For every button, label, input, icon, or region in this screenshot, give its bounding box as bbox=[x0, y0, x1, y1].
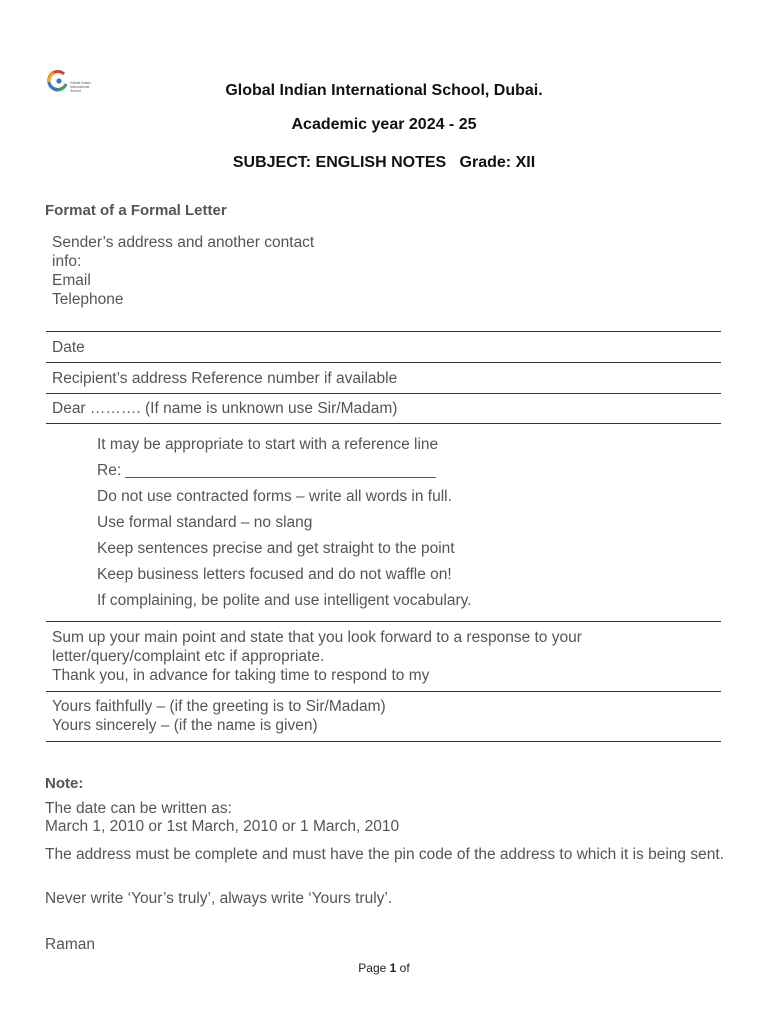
closing-line: Sum up your main point and state that you look forward to a response to your bbox=[52, 629, 582, 646]
logo-text: Global Indian International School bbox=[70, 81, 91, 93]
tips-list bbox=[97, 432, 472, 614]
sender-line: Email bbox=[52, 272, 91, 289]
note-title: Note: bbox=[45, 775, 84, 792]
tip-item: It may be appropriate to start with a reference line bbox=[97, 436, 439, 453]
closing-block bbox=[52, 628, 582, 685]
sender-line: Sender’s address and another contact bbox=[52, 234, 315, 251]
tip-item: Keep business letters focused and do not waffle on! bbox=[97, 566, 452, 583]
divider bbox=[46, 362, 721, 363]
divider bbox=[46, 621, 721, 622]
sender-block bbox=[52, 233, 314, 309]
closing-line: letter/query/complaint etc if appropriate. bbox=[52, 648, 325, 665]
note-date-intro: The date can be written as: bbox=[45, 800, 232, 817]
divider bbox=[46, 691, 721, 692]
sender-line: info: bbox=[52, 253, 82, 270]
tip-item: Re: ____________________________________ bbox=[97, 462, 436, 479]
note-date bbox=[45, 800, 735, 836]
footer-suffix: of bbox=[396, 961, 410, 975]
tip-item: If complaining, be polite and use intelligent vocabulary. bbox=[97, 592, 472, 609]
recipient-row: Recipient’s address Reference number if available bbox=[52, 370, 398, 387]
school-name: Global Indian International School, Dubai. bbox=[225, 82, 543, 99]
signoff-block bbox=[52, 697, 386, 735]
author: Raman bbox=[45, 936, 95, 953]
divider bbox=[46, 741, 721, 742]
page-number: 1 bbox=[389, 961, 397, 975]
sender-line: Telephone bbox=[52, 291, 124, 308]
date-row: Date bbox=[52, 339, 85, 356]
subject-line: SUBJECT: ENGLISH NOTES Grade: XII bbox=[232, 154, 536, 171]
section-title: Format of a Formal Letter bbox=[45, 202, 227, 219]
page-footer bbox=[0, 961, 768, 975]
signoff-line: Yours faithfully – (if the greeting is to Sir/Madam) bbox=[52, 698, 386, 715]
tip-item: Do not use contracted forms – write all words in full. bbox=[97, 488, 452, 505]
tip-item: Use formal standard – no slang bbox=[97, 514, 313, 531]
greeting-row: Dear ………. (If name is unknown use Sir/Madam) bbox=[52, 400, 398, 417]
footer-prefix: Page bbox=[358, 961, 390, 975]
signoff-line: Yours sincerely – (if the name is given) bbox=[52, 717, 318, 734]
tip-item: Keep sentences precise and get straight to the point bbox=[97, 540, 455, 557]
divider bbox=[46, 331, 721, 332]
note-address: The address must be complete and must have the pin code of the address to which it is being sent. bbox=[45, 846, 724, 863]
note-date-examples: March 1, 2010 or 1st March, 2010 or 1 March, 2010 bbox=[45, 818, 400, 835]
divider bbox=[46, 393, 721, 394]
closing-line: Thank you, in advance for taking time to respond to my bbox=[52, 667, 430, 684]
academic-year: Academic year 2024 - 25 bbox=[291, 116, 477, 133]
note-never: Never write ‘Your’s truly’, always write ‘Yours truly’. bbox=[45, 890, 393, 907]
divider bbox=[46, 423, 721, 424]
